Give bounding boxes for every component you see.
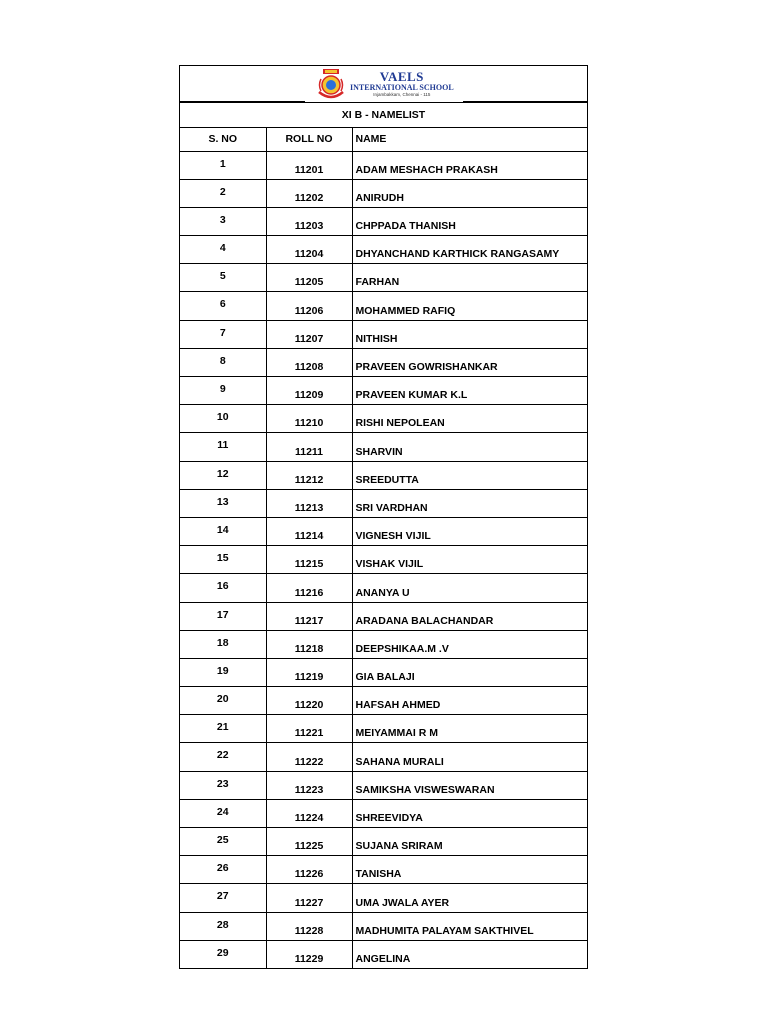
table-row xyxy=(180,264,587,292)
header-roll-no: ROLL NO xyxy=(266,128,352,151)
cell-sno: 9 xyxy=(180,377,266,405)
cell-name: ARADANA BALACHANDAR xyxy=(352,602,587,630)
table-row xyxy=(180,940,587,968)
cell-roll-no: 11215 xyxy=(266,546,352,574)
student-rows xyxy=(180,151,587,968)
table-row xyxy=(180,884,587,912)
table-row xyxy=(180,771,587,799)
cell-sno: 22 xyxy=(180,743,266,771)
cell-name: ANGELINA xyxy=(355,953,411,966)
cell-sno: 28 xyxy=(180,912,266,940)
cell-sno: 5 xyxy=(180,264,266,292)
cell-name: TANISHA xyxy=(352,856,587,884)
cell-sno: 11 xyxy=(180,433,266,461)
table-row xyxy=(180,377,587,405)
cell-roll-no: 11202 xyxy=(266,179,352,207)
cell-name: SHARVIN xyxy=(352,433,587,461)
table-row xyxy=(180,348,587,376)
cell-name: SHREEVIDYA xyxy=(352,799,587,827)
table-row xyxy=(180,574,587,602)
cell-name: FARHAN xyxy=(352,264,587,292)
table-row xyxy=(180,179,587,207)
school-address: Injambakkam, Chennai - 115 xyxy=(373,92,431,98)
cell-sno: 10 xyxy=(180,405,266,433)
cell-name: SAHANA MURALI xyxy=(352,743,587,771)
table-row xyxy=(180,517,587,545)
cell-sno: 16 xyxy=(180,574,266,602)
cell-roll-no: 11208 xyxy=(266,348,352,376)
header-divider-left xyxy=(180,101,305,102)
header-name: NAME xyxy=(352,128,587,151)
cell-roll-no: 11214 xyxy=(266,517,352,545)
cell-name: ADAM MESHACH PRAKASH xyxy=(352,151,587,179)
cell-name: VIGNESH VIJIL xyxy=(352,517,587,545)
table-row xyxy=(180,715,587,743)
cell-sno: 24 xyxy=(180,799,266,827)
cell-roll-no: 11223 xyxy=(266,771,352,799)
cell-roll-no: 11210 xyxy=(266,405,352,433)
table-row xyxy=(180,630,587,658)
cell-sno: 26 xyxy=(180,856,266,884)
cell-roll-no: 11204 xyxy=(266,236,352,264)
cell-sno: 1 xyxy=(180,151,266,179)
cell-name: MADHUMITA PALAYAM SAKTHIVEL xyxy=(352,912,587,940)
cell-sno: 2 xyxy=(180,179,266,207)
cell-name: UMA JWALA AYER xyxy=(352,884,587,912)
cell-sno: 3 xyxy=(180,207,266,235)
cell-roll-no: 11224 xyxy=(266,799,352,827)
cell-roll-no: 11226 xyxy=(266,856,352,884)
school-header xyxy=(180,66,587,103)
namelist-title: XI B - NAMELIST xyxy=(180,103,587,128)
table-row xyxy=(180,743,587,771)
cell-name: SREEDUTTA xyxy=(352,461,587,489)
student-table xyxy=(180,128,587,968)
table-row xyxy=(180,433,587,461)
cell-roll-no: 11228 xyxy=(266,912,352,940)
cell-sno: 14 xyxy=(180,517,266,545)
cell-sno: 21 xyxy=(180,715,266,743)
cell-roll-no: 11227 xyxy=(266,884,352,912)
cell-sno: 8 xyxy=(180,348,266,376)
cell-name: HAFSAH AHMED xyxy=(352,687,587,715)
table-row xyxy=(180,292,587,320)
header-sno: S. NO xyxy=(180,128,266,151)
school-logo xyxy=(316,68,454,100)
cell-roll-no: 11207 xyxy=(266,320,352,348)
cell-sno: 25 xyxy=(180,828,266,856)
cell-name: NITHISH xyxy=(352,320,587,348)
cell-sno: 27 xyxy=(180,884,266,912)
header-divider-right xyxy=(463,101,587,102)
table-row xyxy=(180,320,587,348)
cell-sno: 17 xyxy=(180,602,266,630)
table-row xyxy=(180,207,587,235)
cell-name: MEIYAMMAI R M xyxy=(352,715,587,743)
table-row xyxy=(180,602,587,630)
cell-sno: 4 xyxy=(180,236,266,264)
cell-name: SRI VARDHAN xyxy=(352,489,587,517)
cell-sno: 12 xyxy=(180,461,266,489)
cell-sno: 13 xyxy=(180,489,266,517)
cell-roll-no: 11205 xyxy=(266,264,352,292)
table-row xyxy=(180,546,587,574)
table-row xyxy=(180,856,587,884)
cell-name: CHPPADA THANISH xyxy=(352,207,587,235)
school-crest-icon xyxy=(316,68,346,100)
cell-roll-no: 11213 xyxy=(266,489,352,517)
table-row xyxy=(180,828,587,856)
table-row xyxy=(180,151,587,179)
cell-name: RISHI NEPOLEAN xyxy=(352,405,587,433)
cell-sno: 18 xyxy=(180,630,266,658)
cell-sno: 6 xyxy=(180,292,266,320)
cell-roll-no: 11217 xyxy=(266,602,352,630)
namelist-sheet xyxy=(179,65,588,969)
cell-name: SUJANA SRIRAM xyxy=(352,828,587,856)
cell-sno: 29 xyxy=(180,940,266,968)
table-row xyxy=(180,405,587,433)
table-header-row xyxy=(180,128,587,151)
cell-name: PRAVEEN GOWRISHANKAR xyxy=(352,348,587,376)
cell-roll-no: 11229 xyxy=(266,940,352,968)
cell-roll-no: 11203 xyxy=(266,207,352,235)
cell-roll-no: 11209 xyxy=(266,377,352,405)
cell-roll-no: 11218 xyxy=(266,630,352,658)
cell-sno: 19 xyxy=(180,658,266,686)
cell-name: PRAVEEN KUMAR K.L xyxy=(352,377,587,405)
table-row xyxy=(180,658,587,686)
cell-roll-no: 11219 xyxy=(266,658,352,686)
cell-roll-no: 11201 xyxy=(266,151,352,179)
cell-name: SAMIKSHA VISWESWARAN xyxy=(352,771,587,799)
cell-name: ANIRUDH xyxy=(352,179,587,207)
table-row xyxy=(180,912,587,940)
cell-name: MOHAMMED RAFIQ xyxy=(352,292,587,320)
cell-name: DHYANCHAND KARTHICK RANGASAMY xyxy=(352,236,587,264)
cell-name: DEEPSHIKAA.M .V xyxy=(352,630,587,658)
cell-name: VISHAK VIJIL xyxy=(352,546,587,574)
table-row xyxy=(180,461,587,489)
cell-sno: 23 xyxy=(180,771,266,799)
school-subtitle: INTERNATIONAL SCHOOL xyxy=(350,83,454,93)
table-row xyxy=(180,489,587,517)
cell-roll-no: 11212 xyxy=(266,461,352,489)
school-wordmark xyxy=(350,70,454,98)
table-row xyxy=(180,236,587,264)
cell-sno: 15 xyxy=(180,546,266,574)
cell-roll-no: 11220 xyxy=(266,687,352,715)
school-name: VAELS xyxy=(379,69,424,85)
table-row xyxy=(180,799,587,827)
cell-roll-no: 11225 xyxy=(266,828,352,856)
cell-roll-no: 11211 xyxy=(266,433,352,461)
table-row xyxy=(180,687,587,715)
cell-name: GIA BALAJI xyxy=(352,658,587,686)
cell-sno: 20 xyxy=(180,687,266,715)
cell-roll-no: 11221 xyxy=(266,715,352,743)
cell-roll-no: 11206 xyxy=(266,292,352,320)
cell-name: ANANYA U xyxy=(352,574,587,602)
cell-roll-no: 11216 xyxy=(266,574,352,602)
cell-sno: 7 xyxy=(180,320,266,348)
cell-roll-no: 11222 xyxy=(266,743,352,771)
